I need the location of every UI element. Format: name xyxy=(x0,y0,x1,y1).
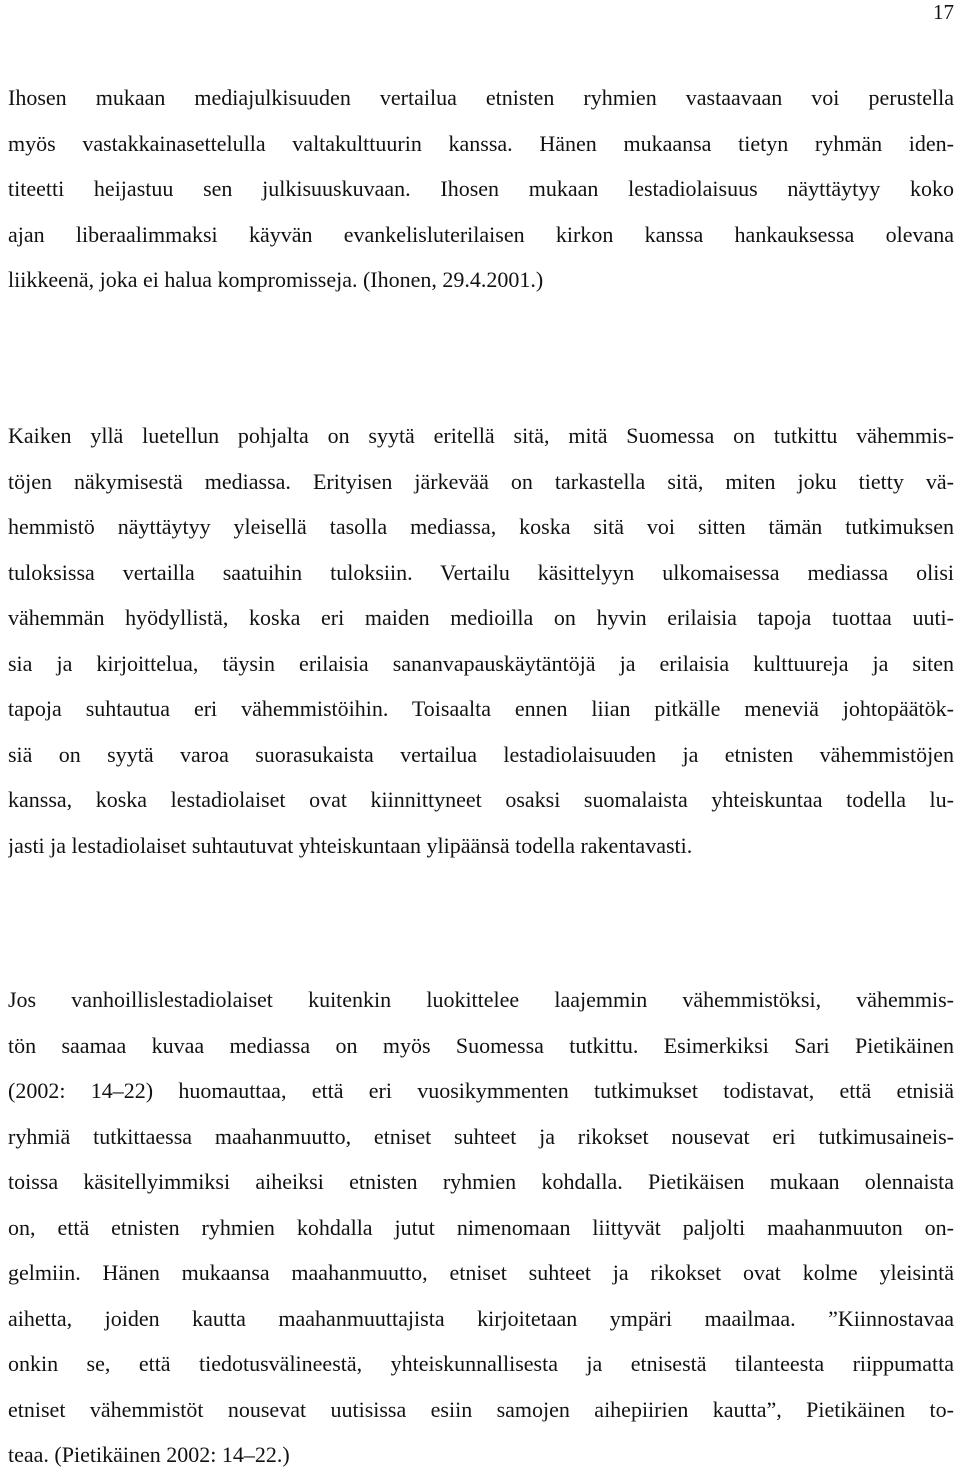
text-line: onkin se, että tiedotusvälineestä, yhteiskunnallisesta ja etnisestä tilanteesta riippumatta xyxy=(8,1351,954,1376)
text-line: etniset vähemmistöt nousevat uutisissa esiin samojen aihepiirien kautta”, Pietikäinen to- xyxy=(8,1396,954,1422)
text-line: tapoja suhtautua eri vähemmistöihin. Toisaalta ennen liian pitkälle meneviä johtopäätök- xyxy=(8,696,954,721)
text-line: vähemmän hyödyllistä, koska eri maiden medioilla on hyvin erilaisia tapoja tuottaa uuti- xyxy=(8,605,954,630)
text-line: hemmistö näyttäytyy yleisellä tasolla mediassa, koska sitä voi sitten tämän tutkimuksen xyxy=(8,514,954,539)
text-line: titeetti heijastuu sen julkisuuskuvaan. Ihosen mukaan lestadiolaisuus näyttäytyy koko xyxy=(8,176,954,201)
text-line: toissa käsitellyimmiksi aiheiksi etnisten ryhmien kohdalla. Pietikäisen mukaan olennaista xyxy=(8,1169,954,1194)
text-line: jasti ja lestadiolaiset suhtautuvat yhteiskuntaan ylipäänsä todella rakentavasti. xyxy=(8,832,693,858)
text-line: ajan liberaalimmaksi käyvän evankelisluterilaisen kirkon kanssa hankauksessa olevana xyxy=(8,221,954,247)
paragraph-3 xyxy=(8,977,954,1478)
text-line: myös vastakkainasettelulla valtakulttuurin kanssa. Hänen mukaansa tietyn ryhmän iden- xyxy=(8,130,954,156)
text-line: Jos vanhoillislestadiolaiset kuitenkin luokittelee laajemmin vähemmistöksi, vähemmis- xyxy=(8,987,954,1012)
text-line: aihetta, joiden kautta maahanmuuttajista kirjoitetaan ympäri maailmaa. ”Kiinnostavaa xyxy=(8,1305,954,1331)
paragraph-2 xyxy=(8,413,954,868)
text-line: tuloksissa vertailla saatuihin tuloksiin. Vertailu käsittelyyn ulkomaisessa mediassa olisi xyxy=(8,559,954,585)
text-line: (2002: 14–22) huomauttaa, että eri vuosikymmenten tutkimukset todistavat, että etnisiä xyxy=(8,1078,954,1103)
text-line: sia ja kirjoittelua, täysin erilaisia sananvapauskäytäntöjä ja erilaisia kulttuureja ja siten xyxy=(8,650,954,676)
text-line: siä on syytä varoa suorasukaista vertailua lestadiolaisuuden ja etnisten vähemmistöjen xyxy=(8,741,954,767)
page-number: 17 xyxy=(933,0,954,24)
text-line: töjen näkymisestä mediassa. Erityisen järkevää on tarkastella sitä, miten joku tietty vä- xyxy=(8,468,954,494)
text-line: teaa. (Pietikäinen 2002: 14–22.) xyxy=(8,1442,290,1467)
text-line: liikkeenä, joka ei halua kompromisseja. (Ihonen, 29.4.2001.) xyxy=(8,267,544,292)
text-line: Kaiken yllä luetellun pohjalta on syytä eritellä sitä, mitä Suomessa on tutkittu vähemmis- xyxy=(8,423,954,448)
text-line: kanssa, koska lestadiolaiset ovat kiinnittyneet osaksi suomalaista yhteiskuntaa todella lu- xyxy=(8,787,954,812)
text-line: on, että etnisten ryhmien kohdalla jutut nimenomaan liittyvät paljolti maahanmuuton on- xyxy=(8,1214,954,1240)
text-line: Ihosen mukaan mediajulkisuuden vertailua etnisten ryhmien vastaavaan voi perustella xyxy=(8,85,954,110)
text-line: gelmiin. Hänen mukaansa maahanmuutto, etniset suhteet ja rikokset ovat kolme yleisintä xyxy=(8,1260,954,1285)
text-line: ryhmiä tutkittaessa maahanmuutto, etniset suhteet ja rikokset nousevat eri tutkimusaineis- xyxy=(8,1123,954,1149)
text-line: tön saamaa kuvaa mediassa on myös Suomessa tutkittu. Esimerkiksi Sari Pietikäinen xyxy=(8,1032,954,1058)
paragraph-1 xyxy=(8,75,954,303)
